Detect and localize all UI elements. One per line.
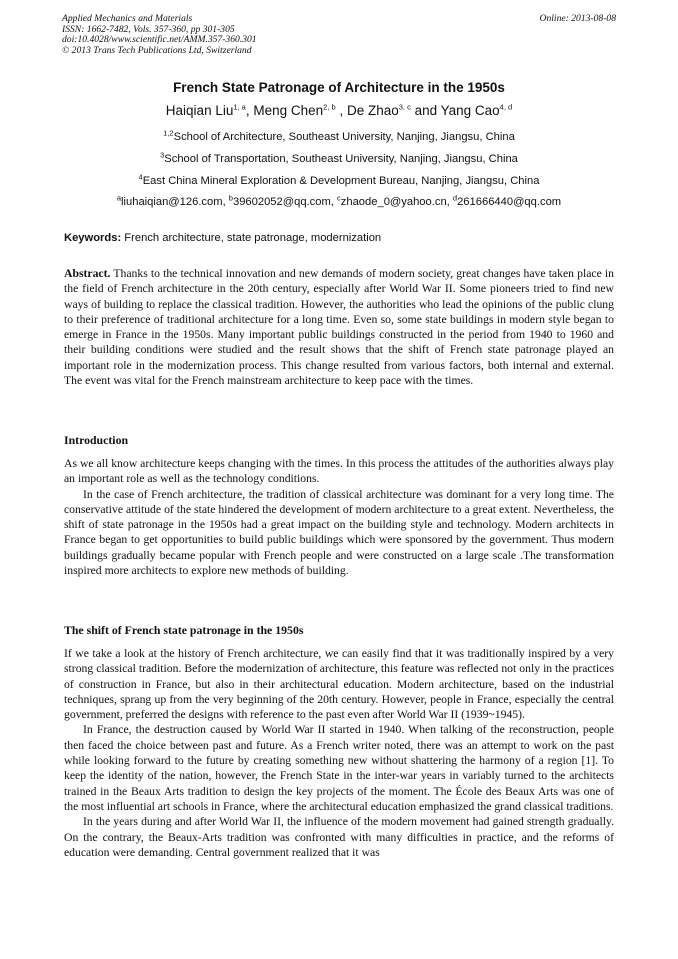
affiliation [0, 150, 678, 165]
paragraph: If we take a look at the history of French architecture, we can easily find that it was traditionally inspired by a very strong classical tradition. Before the modernization of architecture, this feature was reflected not only in the practices of construction in France, but also in their architectural education. Modern architecture, based on the industrial techniques, sprang up from the very beginning of the 20th century. However, people in France, especially the central government, preferred the designs with reference to the past even after World War II (1939~1945). [64, 647, 614, 722]
journal-header [62, 14, 616, 56]
abstract-label: Abstract. [64, 267, 111, 280]
email-sup: a [116, 193, 122, 203]
paragraph: As we all know architecture keeps changing with the times. In this process the attitudes of the authorities always play an important role as well as the technology conditions. [64, 457, 614, 486]
author-name: Meng Chen [253, 103, 324, 118]
section-heading: The shift of French state patronage in the 1950s [64, 623, 304, 637]
author-sep: , [335, 103, 347, 118]
doi-line: doi:10.4028/www.scientific.net/AMM.357-360.301 [62, 34, 257, 46]
introduction-heading: Introduction [64, 433, 129, 447]
affiliation-text: School of Architecture, Southeast University, Nanjing, Jiangsu, China [173, 131, 515, 143]
journal-name: Applied Mechanics and Materials [62, 13, 193, 24]
email-address[interactable]: liuhaiqian@126.com, [121, 196, 229, 208]
email-sup: c [337, 193, 341, 203]
author-list [0, 103, 678, 118]
online-date: Online: 2013-08-08 [539, 13, 616, 24]
author-sup: 2, b [323, 102, 336, 112]
issn-line: ISSN: 1662-7482, Vols. 357-360, pp 301-305 [62, 23, 235, 35]
email-sup: d [452, 193, 458, 203]
affiliation-sup: 4 [138, 172, 143, 182]
copyright-line: © 2013 Trans Tech Publications Ltd, Switzerland [62, 44, 252, 56]
author-sup: 1, a [233, 102, 246, 112]
author-sep: , [245, 103, 254, 118]
paragraph: In the case of French architecture, the tradition of classical architecture was dominant for a very long time. The conservative attitude of the state hindered the development of modern architecture to a great extent. Nevertheless, the shift of state patronage in the 1950s had a great impact on the building style and technology. Modern architects in France began to get opportunities to build public buildings which were sponsored by the government. Thus modern buildings gradually became popular with French people and were constructed on a large scale .The transformation inspired more architects to explore new methods of building. [64, 487, 614, 578]
affiliation-text: School of Transportation, Southeast University, Nanjing, Jiangsu, China [164, 153, 518, 165]
introduction-body [64, 456, 614, 578]
keywords-text: French architecture, state patronage, modernization [121, 232, 382, 244]
section-body [64, 646, 614, 860]
abstract-text: Thanks to the technical innovation and new demands of modern society, great changes have taken place in the field of French architecture in the 20th century, especially after World War II. Some pioneers tried to find new ways of building to replace the classical tradition. However, the authorities who lead the opinions of the public clung to their preference of traditional architecture for a long time. Even so, some state buildings in modern style began to emerge in France in the 1950s. Many important public buildings constructed in the period from 1940 to 1960 and their building conditions were studied and the result shows that the shift of French state patronage played an important role in the modernization process. This change resulted from various factors, both internal and external. The event was vital for the French mainstream architecture to keep pace with the times. [64, 267, 614, 388]
abstract [64, 266, 614, 388]
affiliation [0, 128, 678, 143]
affiliation-sup: 3 [160, 150, 165, 160]
email-list [0, 193, 678, 208]
email-address[interactable]: zhaode_0@yahoo.cn, [340, 196, 453, 208]
author-name: Yang Cao [440, 103, 500, 118]
affiliation-text: East China Mineral Exploration & Development Bureau, Nanjing, Jiangsu, China [142, 175, 540, 187]
email-sup: b [228, 193, 233, 203]
email-address[interactable]: 39602052@qq.com, [232, 196, 338, 208]
keywords-label: Keywords: [64, 232, 122, 244]
keywords [64, 232, 614, 244]
affiliation-sup: 1,2 [163, 128, 174, 138]
author-sup: 4, d [499, 102, 513, 112]
paper-title: French State Patronage of Architecture in the 1950s [173, 80, 505, 95]
paragraph: In the years during and after World War II, the influence of the modern movement had gained strength gradually. On the contrary, the Beaux-Arts tradition was confronted with many difficulties in practice, and the reforms of education were demanding. Central government realized that it was [64, 815, 614, 859]
author-sep: and [410, 103, 441, 118]
paragraph: In France, the destruction caused by World War II started in 1940. When talking of the reconstruction, people then faced the choice between past and future. As a French writer noted, there was an attempt to work on the past while looking forward to the future by creating something new without shattering the harmony of a region [1]. To keep the identity of the nation, however, the French State in the inter-war years in variably turned to the architects trained in the Beaux Arts tradition to design the key projects of the moment. The École des Beaux Arts was one of the most influential art schools in France, where the architectural education emphasized the grand classical traditions. [64, 723, 614, 813]
email-address[interactable]: 261666440@qq.com [457, 196, 562, 208]
author-sup: 3, c [398, 102, 411, 112]
author-name: De Zhao [346, 103, 399, 118]
author-name: Haiqian Liu [165, 103, 234, 118]
affiliation [0, 172, 678, 187]
